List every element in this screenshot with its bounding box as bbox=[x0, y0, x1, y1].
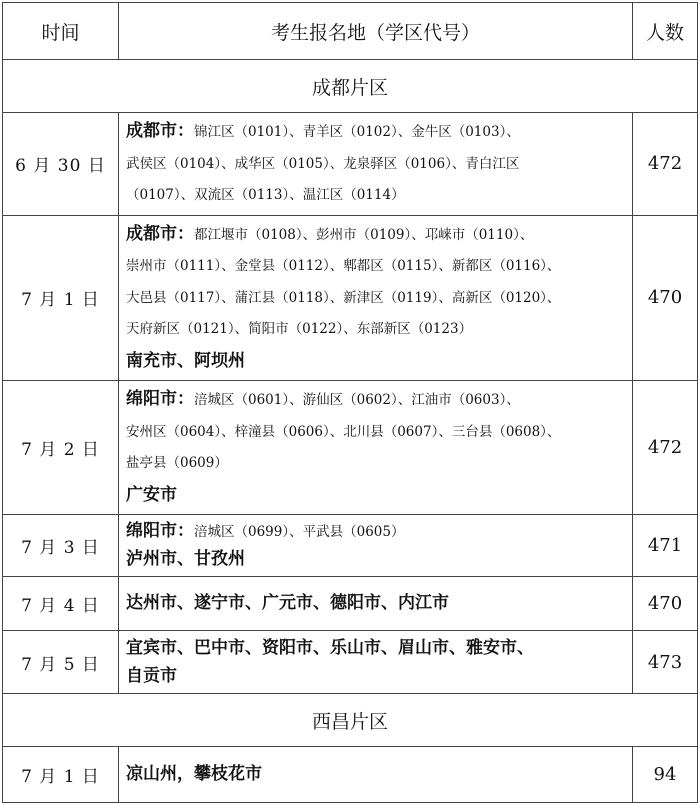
date-cell: 7 月 1 日 bbox=[3, 747, 119, 803]
district-list: 锦江区（0101）、青羊区（0102）、金牛区（0103）、 bbox=[194, 124, 520, 140]
location-cell bbox=[119, 631, 633, 694]
district-list: 大邑县（0117）、蒲江县（0118）、新津区（0119）、高新区（0120）、 bbox=[126, 289, 561, 306]
city-name: 广安市 bbox=[126, 484, 177, 505]
location-line bbox=[126, 149, 628, 181]
location-line bbox=[126, 384, 628, 417]
location-cell bbox=[119, 747, 633, 803]
location-cell bbox=[119, 215, 633, 381]
header-count: 人数 bbox=[633, 3, 698, 60]
district-list: 天府新区（0121）、简阳市（0122）、东部新区（0123） bbox=[126, 321, 473, 337]
district-list: 都江堰市（0108）、彭州市（0109）、邛崃市（0110）、 bbox=[194, 226, 534, 243]
city-name: 成都市： bbox=[126, 121, 194, 141]
date-cell: 7 月 5 日 bbox=[3, 631, 119, 694]
count-cell: 472 bbox=[633, 381, 698, 515]
count-cell: 472 bbox=[633, 113, 698, 216]
date-cell: 7 月 4 日 bbox=[3, 577, 119, 631]
location-line bbox=[126, 116, 628, 149]
table-row bbox=[3, 515, 698, 577]
location-cell bbox=[119, 577, 633, 631]
location-line bbox=[126, 448, 628, 480]
table-row bbox=[3, 747, 698, 803]
district-list: （0107）、双流区（0113）、温江区（0114） bbox=[126, 187, 405, 203]
location-line bbox=[126, 180, 628, 212]
district-list: 崇州市（0111）、金堂县（0112）、郫都区（0115）、新都区（0116）、 bbox=[126, 258, 561, 274]
city-name: 成都市： bbox=[126, 223, 194, 244]
district-list: 安州区（0604）、梓潼县（0606）、北川县（0607）、三台县（0608）、 bbox=[126, 423, 561, 440]
location-cell bbox=[119, 381, 633, 515]
count-cell: 470 bbox=[633, 577, 698, 631]
location-line bbox=[126, 251, 628, 283]
date-cell: 7 月 1 日 bbox=[3, 215, 119, 381]
city-name: 凉山州，攀枝花市 bbox=[126, 763, 262, 784]
date-cell: 7 月 2 日 bbox=[3, 381, 119, 515]
count-cell: 471 bbox=[633, 515, 698, 577]
date-cell: 7 月 3 日 bbox=[3, 515, 119, 577]
location-line bbox=[126, 314, 628, 346]
header-time: 时间 bbox=[3, 3, 119, 60]
location-line bbox=[126, 518, 628, 546]
date-cell: 6 月 30 日 bbox=[3, 113, 119, 216]
city-name: 达州市、遂宁市、广元市、德阳市、内江市 bbox=[126, 592, 449, 613]
location-line bbox=[126, 219, 628, 252]
region-title: 西昌片区 bbox=[3, 694, 698, 747]
table-row bbox=[3, 577, 698, 631]
location-line bbox=[126, 417, 628, 449]
location-line bbox=[126, 283, 628, 315]
count-cell: 94 bbox=[633, 747, 698, 803]
district-list: 盐亭县（0609） bbox=[126, 455, 228, 471]
table-row bbox=[3, 381, 698, 515]
table-row bbox=[3, 215, 698, 381]
city-name: 自贡市 bbox=[126, 666, 177, 686]
table-row bbox=[3, 113, 698, 216]
city-name: 宜宾市、巴中市、资阳市、乐山市、眉山市、雅安市、 bbox=[126, 638, 534, 658]
schedule-table bbox=[2, 2, 698, 803]
city-name: 绵阳市： bbox=[126, 521, 194, 541]
city-name: 泸州市、甘孜州 bbox=[126, 549, 245, 569]
count-cell: 470 bbox=[633, 215, 698, 381]
district-list: 涪城区（0601）、游仙区（0602）、江油市（0603）、 bbox=[194, 392, 520, 408]
location-cell bbox=[119, 113, 633, 216]
region-row-xichang bbox=[3, 694, 698, 747]
header-location: 考生报名地（学区代号） bbox=[119, 3, 633, 60]
header-row bbox=[3, 3, 698, 60]
district-list: 涪城区（0699）、平武县（0605） bbox=[194, 524, 405, 540]
city-name: 南充市、阿坝州 bbox=[126, 350, 245, 371]
city-name: 绵阳市： bbox=[126, 389, 194, 409]
count-cell: 473 bbox=[633, 631, 698, 694]
location-cell bbox=[119, 515, 633, 577]
table-row bbox=[3, 631, 698, 694]
district-list: 武侯区（0104）、成华区（0105）、龙泉驿区（0106）、青白江区 bbox=[126, 155, 520, 172]
region-row-chengdu bbox=[3, 60, 698, 113]
region-title: 成都片区 bbox=[3, 60, 698, 113]
